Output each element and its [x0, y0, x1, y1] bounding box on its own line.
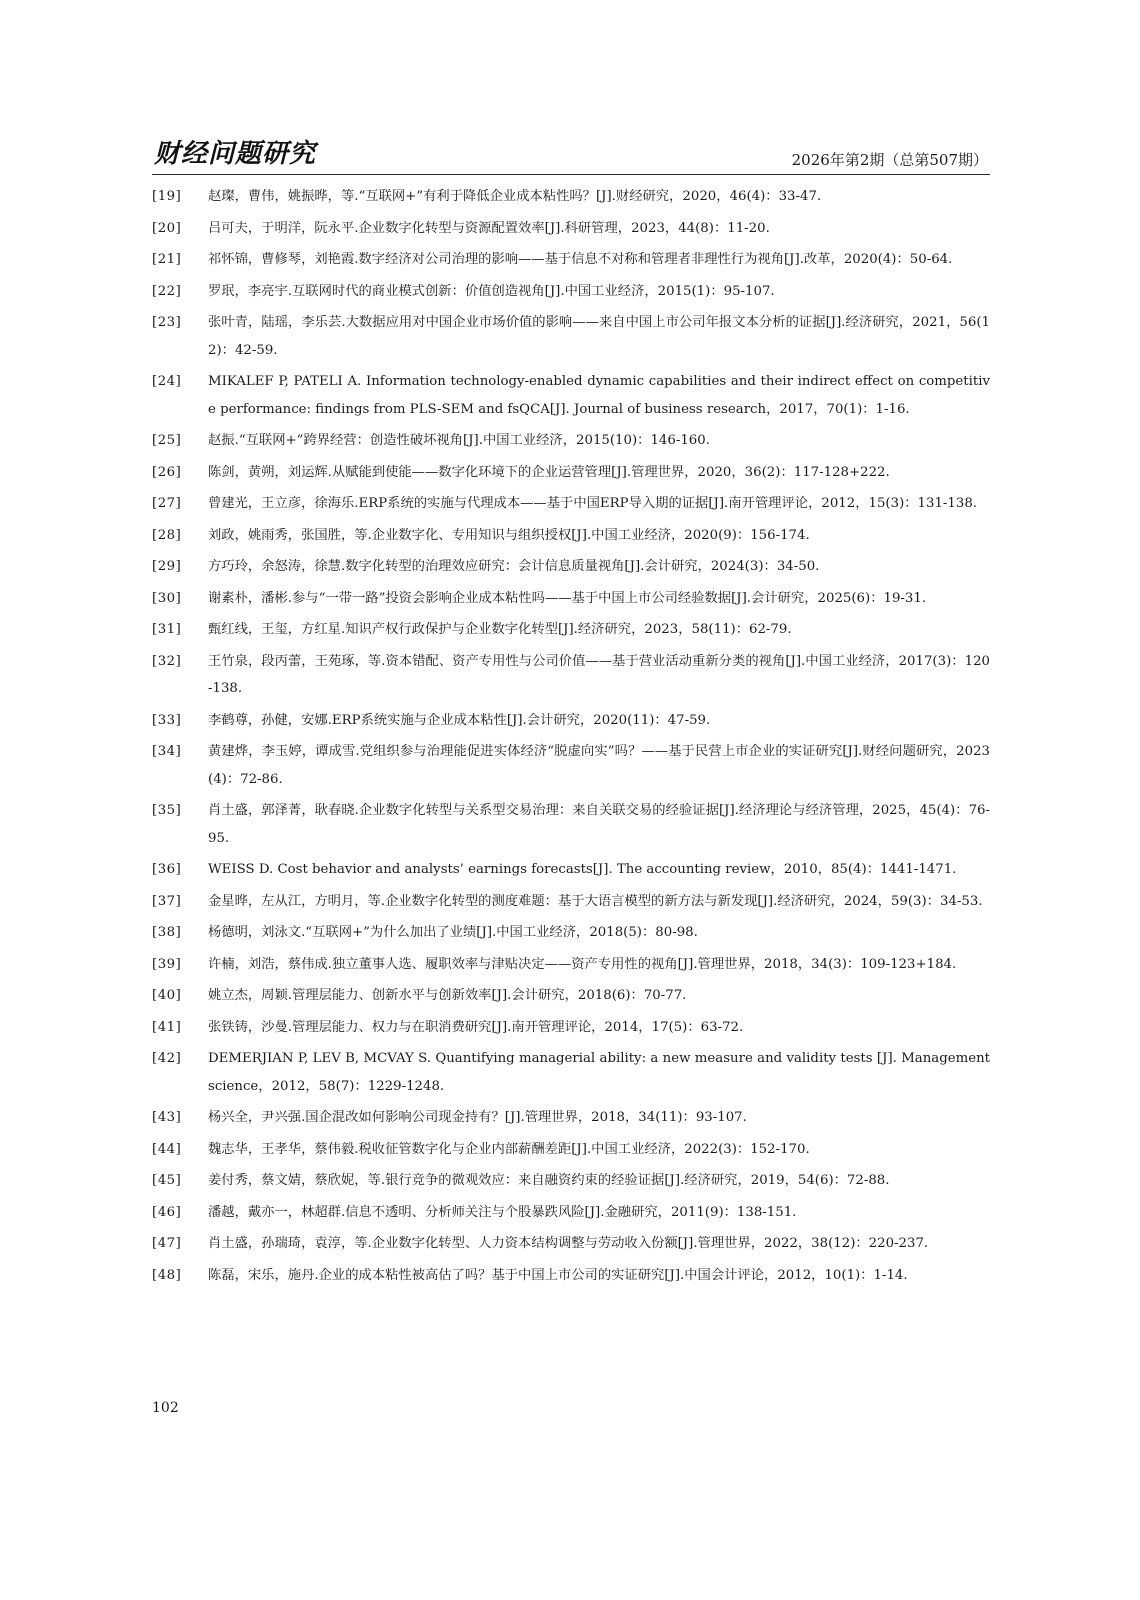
reference-item [152, 616, 990, 644]
reference-number: [48] [152, 1267, 182, 1283]
reference-number: [20] [152, 220, 182, 236]
reference-item [152, 707, 990, 735]
reference-text: 刘政，姚雨秀，张国胜，等.企业数字化、专用知识与组织授权[J].中国工业经济，2020(9)：156-174. [208, 527, 810, 543]
reference-number: [25] [152, 433, 182, 448]
reference-text: 甄红线，王玺，方红星.知识产权行政保护与企业数字化转型[J].经济研究，2023，58(11)：62-79. [208, 622, 792, 637]
reference-text: 罗珉，李亮宇.互联网时代的商业模式创新：价值创造视角[J].中国工业经济，2015(1)：95-107. [208, 283, 775, 299]
reference-text: 张叶青，陆瑶，李乐芸.大数据应用对中国企业市场价值的影响——来自中国上市公司年报文本分析的证据[J].经济研究，2021，56(12)：42-59. [208, 315, 990, 358]
reference-number: [38] [152, 925, 182, 940]
reference-number: [27] [152, 496, 182, 511]
reference-number: [26] [152, 464, 182, 480]
page-number: 102 [152, 1400, 179, 1416]
reference-item [152, 215, 990, 243]
reference-text: 金星晔，左从江，方明月，等.企业数字化转型的测度难题：基于大语言模型的新方法与新发现[J].经济研究，2024，59(3)：34-53. [208, 893, 983, 909]
reference-number: [42] [152, 1051, 182, 1066]
reference-text: 赵振.“互联网+”跨界经营：创造性破坏视角[J].中国工业经济，2015(10)：146-160. [208, 433, 710, 448]
reference-item [152, 553, 990, 581]
page-header [152, 140, 990, 175]
reference-item [152, 856, 990, 884]
reference-item [152, 427, 990, 455]
reference-number: [43] [152, 1110, 182, 1125]
reference-text: 杨兴全，尹兴强.国企混改如何影响公司现金持有？[J].管理世界，2018，34(11)：93-107. [208, 1110, 747, 1125]
reference-item [152, 459, 990, 487]
reference-number: [39] [152, 956, 182, 972]
reference-text: 方巧玲，余怒涛，徐慧.数字化转型的治理效应研究：会计信息质量视角[J].会计研究，2024(3)：34-50. [208, 559, 820, 574]
reference-text: 曾建光，王立彦，徐海乐.ERP系统的实施与代理成本——基于中国ERP导入期的证据[J].南开管理评论，2012，15(3)：131-138. [208, 496, 978, 511]
reference-text: 肖土盛，孙瑞琦，袁淳，等.企业数字化转型、人力资本结构调整与劳动收入份额[J].管理世界，2022，38(12)：220-237. [208, 1236, 929, 1251]
reference-text: 谢素朴，潘彬.参与“一带一路”投资会影响企业成本粘性吗——基于中国上市公司经验数据[J].会计研究，2025(6)：19-31. [208, 590, 927, 606]
reference-number: [45] [152, 1173, 182, 1188]
reference-item [152, 368, 990, 423]
reference-item [152, 888, 990, 916]
reference-text: 肖土盛，郭泽菁，耿春晓.企业数字化转型与关系型交易治理：来自关联交易的经验证据[J].经济理论与经济管理，2025，45(4)：76-95. [208, 803, 990, 846]
reference-item [152, 1136, 990, 1164]
reference-text: DEMERJIAN P, LEV B, MCVAY S. Quantifying managerial ability: a new measure and validity tests [J]. Management science，2012，58(7)：1229-1248. [208, 1051, 990, 1094]
reference-text: MIKALEF P, PATELI A. Information technology-enabled dynamic capabilities and their indirect effect on competitive performance: findings from PLS-SEM and fsQCA[J]. Journal of business research，2017，70(1)：1-16. [208, 374, 990, 417]
reference-number: [44] [152, 1141, 182, 1157]
reference-number: [28] [152, 527, 182, 543]
reference-text: 许楠，刘浩，蔡伟成.独立董事人选、履职效率与津贴决定——资产专用性的视角[J].管理世界，2018，34(3)：109-123+184. [208, 956, 957, 972]
reference-item [152, 1167, 990, 1195]
reference-text: 张铁铸，沙曼.管理层能力、权力与在职消费研究[J].南开管理评论，2014，17(5)：63-72. [208, 1019, 744, 1035]
reference-number: [37] [152, 893, 182, 909]
reference-number: [41] [152, 1019, 182, 1035]
reference-text: 魏志华，王孝华，蔡伟毅.税收征管数字化与企业内部薪酬差距[J].中国工业经济，2022(3)：152-170. [208, 1141, 810, 1157]
reference-text: 陈磊，宋乐，施丹.企业的成本粘性被高估了吗？基于中国上市公司的实证研究[J].中国会计评论，2012，10(1)：1-14. [208, 1267, 908, 1283]
reference-item [152, 278, 990, 306]
reference-text: 姚立杰，周颖.管理层能力、创新水平与创新效率[J].会计研究，2018(6)：70-77. [208, 988, 687, 1003]
reference-item [152, 309, 990, 364]
reference-text: 王竹泉，段丙蕾，王苑琢，等.资本错配、资产专用性与公司价值——基于营业活动重新分类的视角[J].中国工业经济，2017(3)：120-138. [208, 653, 990, 696]
reference-item [152, 919, 990, 947]
reference-number: [33] [152, 712, 182, 728]
reference-number: [35] [152, 803, 182, 818]
reference-number: [29] [152, 559, 182, 574]
reference-text: 赵璨，曹伟，姚振晔，等.“互联网+”有利于降低企业成本粘性吗？[J].财经研究，2020，46(4)：33-47. [208, 189, 822, 204]
reference-number: [40] [152, 988, 182, 1003]
reference-text: 姜付秀，蔡文婧，蔡欣妮，等.银行竞争的微观效应：来自融资约束的经验证据[J].经济研究，2019，54(6)：72-88. [208, 1173, 890, 1188]
reference-item [152, 183, 990, 211]
reference-number: [21] [152, 252, 182, 267]
reference-number: [24] [152, 374, 182, 389]
reference-item [152, 1014, 990, 1042]
reference-item [152, 1104, 990, 1132]
reference-text: 陈剑，黄朔，刘运辉.从赋能到使能——数字化环境下的企业运营管理[J].管理世界，2020，36(2)：117-128+222. [208, 464, 890, 480]
reference-number: [19] [152, 189, 182, 204]
reference-text: 黄建烨，李玉婷，谭成雪.党组织参与治理能促进实体经济“脱虚向实”吗？——基于民营上市企业的实证研究[J].财经问题研究，2023(4)：72-86. [208, 744, 990, 787]
reference-number: [34] [152, 744, 182, 759]
reference-number: [23] [152, 315, 182, 330]
reference-number: [31] [152, 622, 182, 637]
issue-info: 2026年第2期（总第507期） [791, 151, 988, 169]
reference-item [152, 982, 990, 1010]
reference-item [152, 585, 990, 613]
reference-item [152, 522, 990, 550]
reference-item [152, 1230, 990, 1258]
reference-item [152, 738, 990, 793]
reference-number: [30] [152, 590, 182, 606]
reference-item [152, 951, 990, 979]
reference-item [152, 648, 990, 703]
reference-item [152, 490, 990, 518]
journal-logo: 财经问题研究 [154, 139, 317, 169]
reference-text: 祁怀锦，曹修琴，刘艳霞.数字经济对公司治理的影响——基于信息不对称和管理者非理性行为视角[J].改革，2020(4)：50-64. [208, 252, 953, 267]
reference-number: [22] [152, 283, 182, 299]
reference-number: [47] [152, 1236, 182, 1251]
reference-text: WEISS D. Cost behavior and analysts’ earnings forecasts[J]. The accounting review，2010，85(4)：1441-1471. [208, 862, 957, 877]
reference-text: 吕可夫，于明洋，阮永平.企业数字化转型与资源配置效率[J].科研管理，2023，44(8)：11-20. [208, 220, 770, 236]
reference-item [152, 1199, 990, 1227]
reference-item [152, 1262, 990, 1290]
reference-number: [46] [152, 1204, 182, 1220]
reference-item [152, 1045, 990, 1100]
reference-text: 潘越，戴亦一，林超群.信息不透明、分析师关注与个股暴跌风险[J].金融研究，2011(9)：138-151. [208, 1204, 797, 1220]
reference-list [152, 183, 990, 1293]
reference-number: [36] [152, 862, 182, 877]
reference-text: 杨德明，刘泳文.“互联网+”为什么加出了业绩[J].中国工业经济，2018(5)：80-98. [208, 925, 698, 940]
reference-text: 李鹤尊，孙健，安娜.ERP系统实施与企业成本粘性[J].会计研究，2020(11)：47-59. [208, 712, 711, 728]
reference-item [152, 797, 990, 852]
reference-item [152, 246, 990, 274]
reference-number: [32] [152, 653, 182, 669]
